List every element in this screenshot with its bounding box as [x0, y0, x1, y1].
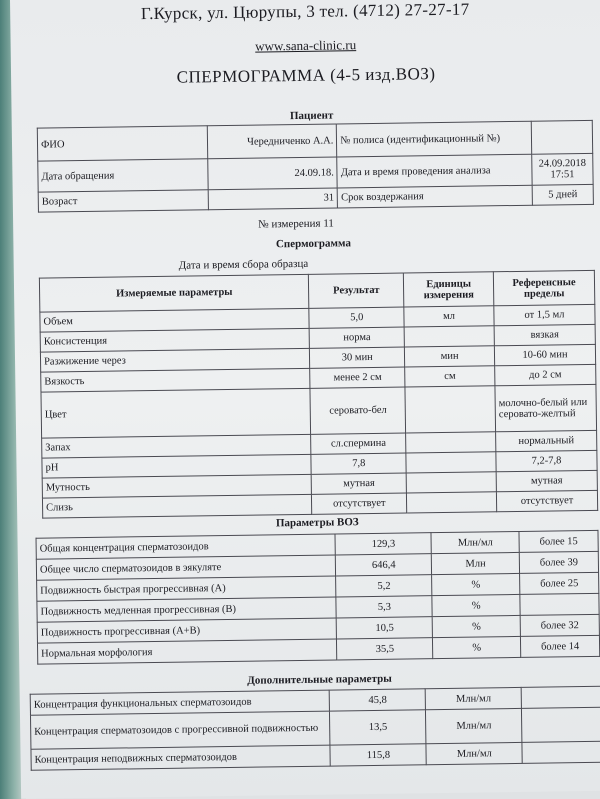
ref-cell: молочно-белый или серовато-желтый — [495, 384, 597, 431]
visit-date-label: Дата обращения — [38, 159, 208, 192]
document-title: СПЕРМОГРАММА (4-5 изд.ВОЗ) — [176, 64, 436, 87]
result-cell: 13,5 — [330, 710, 426, 745]
units-cell: % — [432, 594, 520, 616]
ref-cell: более 14 — [521, 635, 600, 657]
age-label: Возраст — [38, 190, 208, 212]
who-table — [36, 530, 600, 665]
ref-cell: до 2 см — [495, 364, 596, 385]
spermogram-table — [39, 270, 598, 519]
header-units: Единицы измерения — [404, 272, 494, 307]
units-cell: % — [432, 573, 520, 595]
param-cell: Разжижение через — [40, 348, 310, 372]
ref-cell: 10-60 мин — [494, 344, 595, 365]
param-cell: Вязкость — [41, 368, 311, 392]
units-cell: Млн — [432, 552, 520, 574]
header-result: Результат — [309, 273, 404, 308]
units-cell — [407, 492, 497, 513]
result-cell: 129,3 — [335, 533, 431, 555]
ref-cell: вязкая — [494, 324, 595, 345]
result-cell: 35,5 — [337, 638, 433, 660]
clinic-address: Г.Курск, ул. Цюрупы, 3 тел. (4712) 27-27-17 — [140, 0, 470, 24]
result-cell: 5,3 — [336, 596, 432, 618]
param-cell: Объем — [40, 308, 310, 332]
sample-datetime-label: Дата и время сбора образца — [178, 257, 309, 272]
ref-cell: более 15 — [519, 530, 598, 552]
patient-table — [37, 120, 594, 213]
age-value: 31 — [208, 188, 338, 210]
param-cell: Подвижность медленная прогрессивная (В) — [37, 597, 337, 622]
result-cell: 30 мин — [310, 347, 405, 368]
param-cell: Общая концентрация сперматозоидов — [36, 534, 336, 559]
policy-label: № полиса (идентификационный №) — [337, 121, 532, 157]
param-cell: Нормальная морфология — [37, 639, 337, 664]
result-cell: 7,8 — [311, 453, 406, 474]
abstinence-value: 5 дней — [532, 184, 593, 205]
clinic-website: www.sana-clinic.ru — [255, 37, 357, 54]
units-cell: мл — [404, 306, 494, 327]
measurement-number — [258, 218, 334, 231]
header-ref: Референсные пределы — [493, 270, 594, 305]
result-cell: 5,0 — [309, 307, 404, 328]
param-cell: Запах — [42, 434, 312, 458]
who-section-title: Параметры ВОЗ — [275, 516, 359, 530]
additional-section-title: Дополнительные параметры — [247, 672, 392, 687]
param-cell: Слизь — [42, 494, 312, 518]
result-cell: норма — [309, 327, 404, 348]
result-cell: сл.спермина — [311, 433, 406, 454]
result-cell: менее 2 см — [310, 367, 405, 388]
policy-value — [531, 120, 592, 154]
param-cell: pH — [42, 454, 312, 478]
param-cell: Концентрация неподвижных сперматозоидов — [31, 745, 331, 770]
ref-cell: мутная — [496, 470, 597, 491]
param-cell: Концентрация сперматозоидов с прогрессивной подвижностью — [30, 711, 330, 749]
abstinence-label: Срок воздержания — [337, 185, 532, 208]
units-cell — [406, 452, 496, 473]
result-cell: 5,2 — [336, 575, 432, 597]
units-cell — [404, 326, 494, 347]
result-cell: 115,8 — [330, 744, 426, 766]
param-cell: Подвижность быстрая прогрессивная (А) — [37, 576, 337, 601]
units-cell — [405, 386, 496, 433]
units-cell: мин — [405, 346, 495, 367]
param-cell: Мутность — [42, 474, 312, 498]
ref-cell — [522, 707, 600, 742]
analysis-datetime-value: 24.09.2018 17:51 — [532, 153, 593, 185]
ref-cell — [522, 741, 600, 763]
spermogram-section-title: Спермограмма — [275, 237, 352, 251]
param-cell: Концентрация функциональных сперматозоидов — [30, 690, 330, 715]
units-cell — [406, 432, 496, 453]
param-cell: Консистенция — [40, 328, 310, 352]
name-value: Чередниченко А.А. — [207, 124, 337, 159]
ref-cell — [521, 686, 600, 708]
visit-date-value: 24.09.18. — [207, 157, 337, 190]
param-cell: Подвижность прогрессивная (А+В) — [37, 618, 337, 643]
result-cell: 45,8 — [330, 689, 426, 711]
additional-table — [30, 686, 600, 771]
ref-cell: более 32 — [520, 614, 599, 636]
measurement-value: 11 — [323, 217, 334, 230]
result-cell: мутная — [311, 473, 406, 494]
units-cell: % — [433, 636, 521, 658]
units-cell: % — [432, 615, 520, 637]
document-sheet — [10, 0, 600, 799]
ref-cell: 7,2-7,8 — [496, 450, 597, 471]
result-cell: 10,5 — [337, 617, 433, 639]
units-cell: Млн/мл — [426, 708, 522, 743]
table-row — [41, 384, 597, 438]
ref-cell: более 25 — [520, 572, 599, 594]
patient-section-title: Пациент — [289, 109, 334, 123]
units-cell: см — [405, 366, 495, 387]
header-param: Измеряемые параметры — [39, 274, 309, 312]
units-cell: Млн/мл — [431, 531, 519, 553]
units-cell: Млн/мл — [425, 687, 521, 709]
result-cell: серовато-бел — [310, 387, 406, 434]
param-cell: Общее число сперматозоидов в эякуляте — [36, 555, 336, 580]
ref-cell: более 39 — [519, 551, 598, 573]
ref-cell: нормальный — [496, 430, 597, 451]
measurement-label: № измерения — [258, 217, 321, 231]
units-cell — [406, 472, 496, 493]
name-label: ФИО — [37, 126, 207, 161]
ref-cell: отсутствует — [496, 490, 597, 511]
ref-cell — [520, 593, 599, 615]
param-cell: Цвет — [41, 388, 311, 438]
result-cell: отсутствует — [312, 493, 407, 514]
analysis-datetime-label: Дата и время проведения анализа — [337, 154, 532, 188]
result-cell: 646,4 — [336, 554, 432, 576]
ref-cell: от 1,5 мл — [494, 304, 595, 325]
units-cell: Млн/мл — [426, 742, 522, 764]
